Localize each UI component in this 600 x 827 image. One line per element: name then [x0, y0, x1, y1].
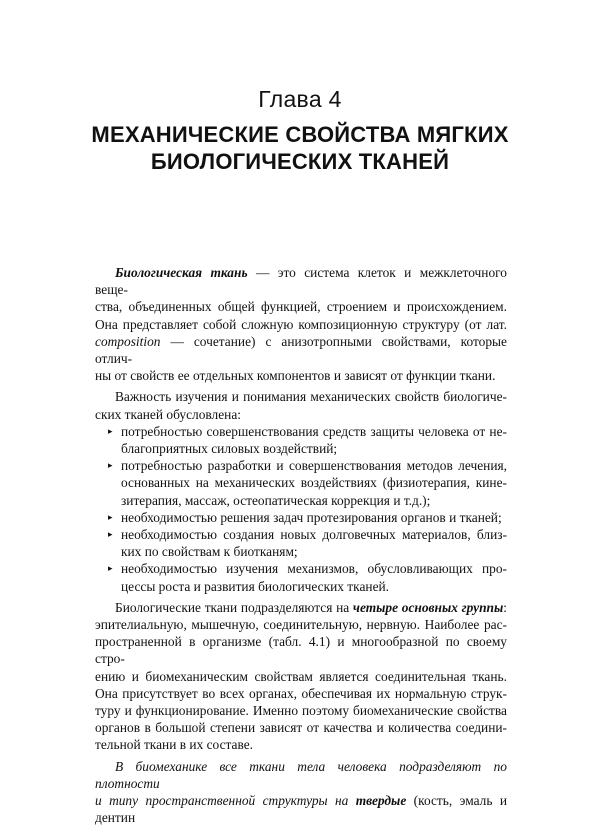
text-fragment: — сочетание) с анизотропными свойствами, которые отлич- — [95, 333, 507, 367]
text-line: необходимостью изучения механизмов, обусловливающих про- — [121, 561, 507, 577]
body-text — [95, 264, 507, 827]
text-line — [95, 264, 507, 298]
text-line — [95, 599, 507, 616]
reasons-list — [95, 423, 507, 595]
text-line: ских тканей обусловлена: — [95, 406, 241, 422]
bullet-icon: ▸ — [108, 563, 113, 574]
paragraph-tissue-groups — [95, 599, 507, 754]
text-line: туру и функционирование. Именно поэтому биомеханические свойства — [95, 703, 507, 719]
paragraph-classification — [95, 758, 507, 827]
text-line: необходимостью создания новых долговечных материалов, близ- — [121, 527, 507, 543]
list-item — [95, 560, 507, 594]
text-line: потребностью разработки и совершенствования методов лечения, — [121, 458, 507, 474]
text-line: Важность изучения и понимания механических свойств биологиче- — [115, 389, 507, 405]
chapter-number: Глава 4 — [258, 86, 342, 112]
text-fragment: — это система клеток и межклеточного веще- — [95, 265, 507, 298]
bullet-icon: ▸ — [108, 511, 113, 522]
chapter-title-line: МЕХАНИЧЕСКИЕ СВОЙСТВА МЯГКИХ — [91, 122, 509, 147]
paragraph-importance — [95, 388, 507, 422]
text-line: ких по свойствам к биотканям; — [121, 544, 298, 560]
list-item — [95, 526, 507, 560]
text-line: В биомеханике все ткани тела человека подразделяют по плотности — [95, 758, 507, 791]
text-line — [95, 333, 507, 367]
text-line — [95, 792, 507, 826]
list-item — [95, 423, 507, 457]
text-line: необходимостью решения задач протезирования органов и тканей; — [121, 509, 502, 525]
text-line: основанных на механических воздействиях (физиотерапия, кине- — [121, 475, 507, 491]
text-line: тельной ткани в их составе. — [95, 737, 254, 753]
text-line: благоприятных силовых воздействий; — [121, 441, 338, 457]
list-item — [95, 509, 507, 526]
bullet-icon: ▸ — [108, 425, 113, 436]
text-fragment: и типу пространственной структуры на — [95, 793, 356, 809]
text-line: эпителиальную, мышечную, соединительную, нервную. Наиболее рас- — [95, 617, 507, 633]
text-line: ны от свойств ее отдельных компонентов и зависят от функции ткани. — [95, 368, 496, 384]
text-fragment: (кость, эмаль и дентин — [95, 793, 508, 826]
text-fragment: Биологические ткани подразделяются на — [115, 599, 353, 615]
text-line: ению и биомеханическим свойствам является соединительная ткань. — [95, 668, 507, 684]
text-line: Она присутствует во всех органах, обеспечивая их нормальную струк- — [95, 685, 507, 701]
bullet-icon: ▸ — [108, 529, 113, 540]
text-line: зитерапия, массаж, остеопатическая коррекция и т.д.); — [121, 492, 431, 508]
emphasis: четыре основных группы — [352, 599, 504, 615]
chapter-title — [0, 121, 600, 175]
text-line: потребностью совершенствования средств защиты человека от не- — [121, 423, 507, 439]
list-item — [95, 457, 507, 509]
defined-term: Биологическая ткань — [115, 265, 248, 280]
emphasis: твердые — [355, 793, 407, 809]
text-line: Она представляет собой сложную композиционную структуру (от лат. — [95, 316, 507, 332]
latin-term: composition — [95, 333, 161, 349]
text-line: цессы роста и развития биологических тканей. — [121, 578, 390, 594]
chapter-title-line: БИОЛОГИЧЕСКИХ ТКАНЕЙ — [150, 149, 450, 174]
text-line: пространенной в организме (табл. 4.1) и многообразной по своему стро- — [95, 634, 507, 667]
text-line: ства, объединенных общей функцией, строением и происхождением. — [95, 299, 507, 315]
text-fragment: : — [503, 599, 507, 615]
bullet-icon: ▸ — [108, 460, 113, 471]
paragraph-definition — [95, 264, 507, 384]
text-line: органов в большой степени зависят от качества и количества соедини- — [95, 720, 507, 736]
